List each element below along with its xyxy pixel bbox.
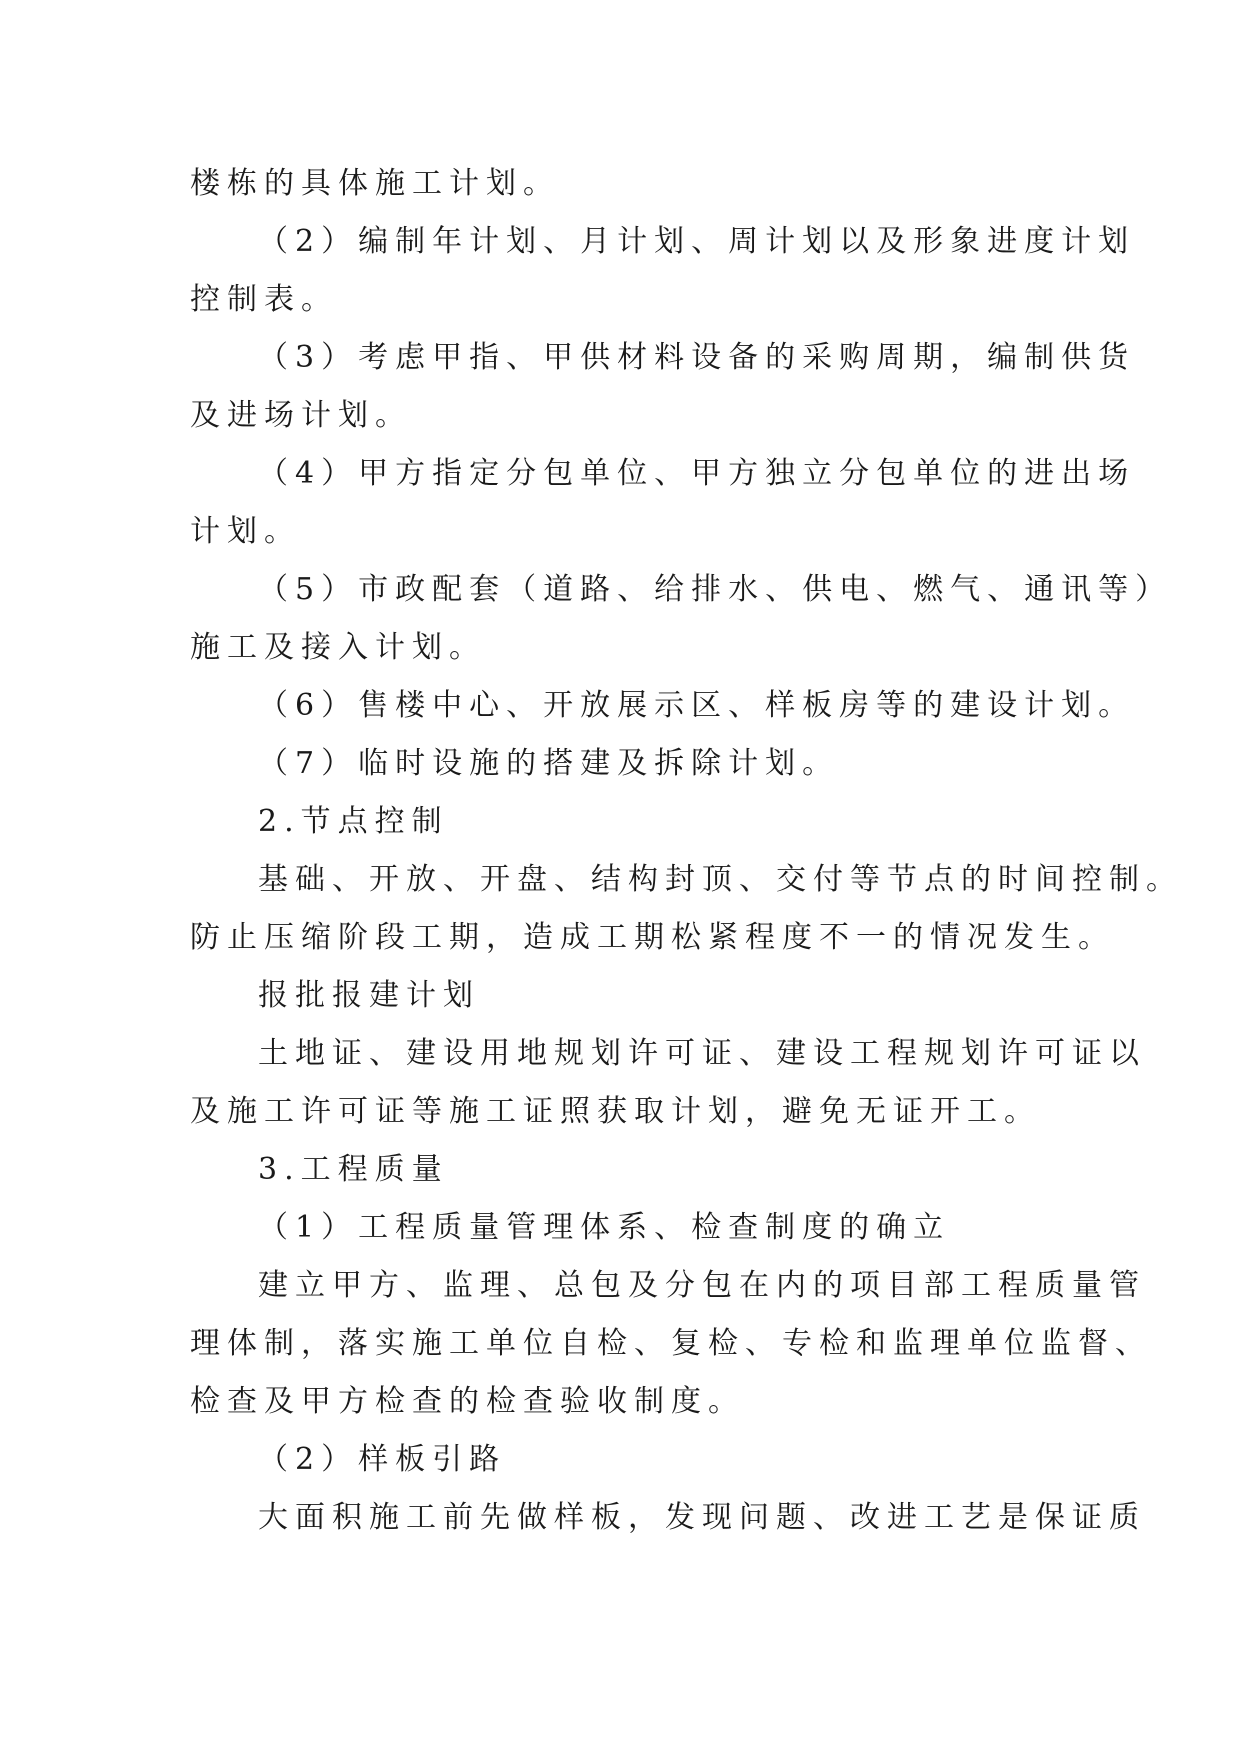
text-line: 检查及甲方检查的检查验收制度。 <box>190 1384 745 1419</box>
section-heading: 3.工程质量 <box>258 1152 449 1187</box>
text-line: 控制表。 <box>190 282 338 317</box>
text-line: 及进场计划。 <box>190 398 412 433</box>
text-line: 施工及接入计划。 <box>190 630 486 665</box>
text-line: 理体制，落实施工单位自检、复检、专检和监理单位监督、 <box>190 1326 1152 1361</box>
text-line: 及施工许可证等施工证照获取计划，避免无证开工。 <box>190 1094 1041 1129</box>
text-line: （1）工程质量管理体系、检查制度的确立 <box>258 1210 951 1245</box>
text-line: 建立甲方、监理、总包及分包在内的项目部工程质量管 <box>258 1268 1146 1303</box>
section-heading: 报批报建计划 <box>258 978 480 1013</box>
text-line: （6）售楼中心、开放展示区、样板房等的建设计划。 <box>258 688 1136 723</box>
text-line: （2）样板引路 <box>258 1442 507 1477</box>
text-line: 土地证、建设用地规划许可证、建设工程规划许可证以 <box>258 1036 1146 1071</box>
text-line: （7）临时设施的搭建及拆除计划。 <box>258 746 840 781</box>
text-line: 楼栋的具体施工计划。 <box>190 166 560 201</box>
text-line: （3）考虑甲指、甲供材料设备的采购周期，编制供货 <box>258 340 1136 375</box>
section-heading: 2.节点控制 <box>258 804 449 839</box>
document-body <box>190 155 1183 1547</box>
text-line: 基础、开放、开盘、结构封顶、交付等节点的时间控制。 <box>258 862 1183 897</box>
text-line: （5）市政配套（道路、给排水、供电、燃气、通讯等） <box>258 572 1173 607</box>
text-line: （2）编制年计划、月计划、周计划以及形象进度计划 <box>258 224 1136 259</box>
text-line: 防止压缩阶段工期，造成工期松紧程度不一的情况发生。 <box>190 920 1115 955</box>
text-line: （4）甲方指定分包单位、甲方独立分包单位的进出场 <box>258 456 1136 491</box>
text-line: 计划。 <box>190 514 301 549</box>
text-line: 大面积施工前先做样板，发现问题、改进工艺是保证质 <box>258 1500 1146 1535</box>
